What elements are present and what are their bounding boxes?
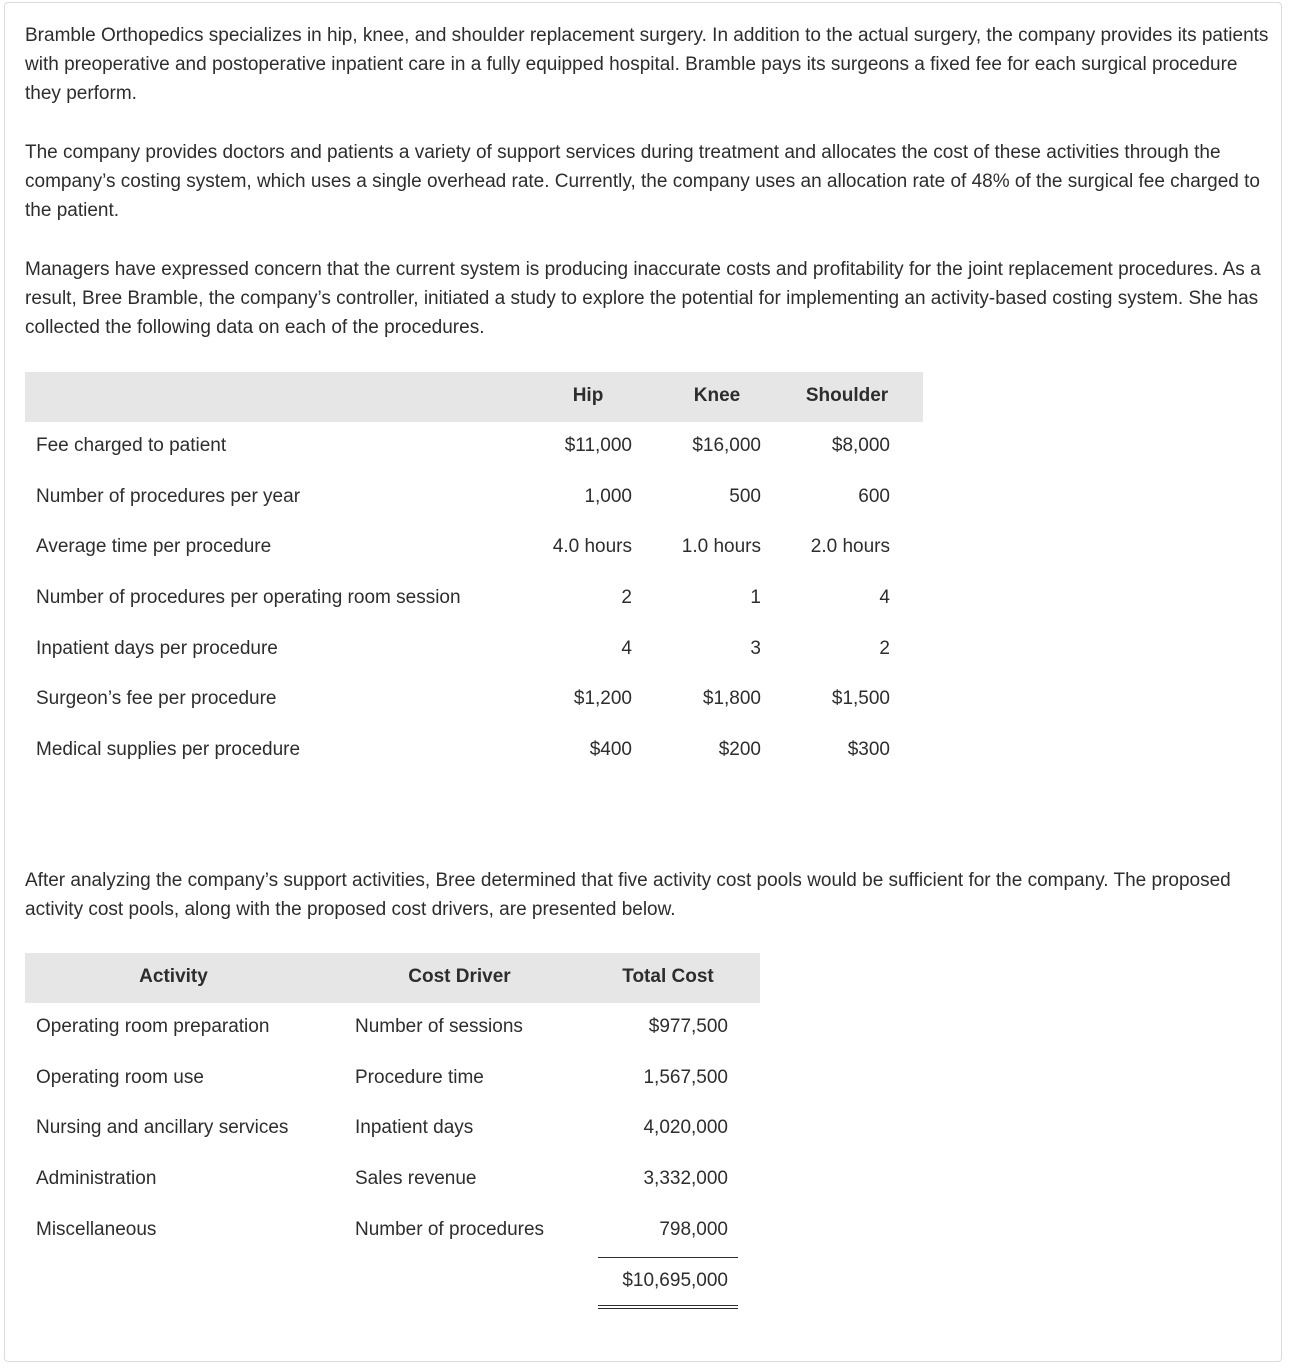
shoulder-value: $300 [847, 739, 890, 761]
hip-value: $11,000 [564, 435, 632, 456]
header-activity: Activity [139, 966, 208, 987]
row-label: Surgeon’s fee per procedure [36, 688, 277, 710]
grand-total: $10,695,000 [622, 1270, 728, 1291]
activity-name: Operating room preparation [36, 1016, 270, 1037]
row-label: Number of procedures per operating room session [36, 587, 461, 609]
cost-driver: Number of sessions [355, 1016, 523, 1037]
header-cost-driver: Cost Driver [408, 966, 511, 987]
shoulder-value: 600 [858, 485, 890, 507]
row-label: Medical supplies per procedure [36, 739, 301, 761]
shoulder-value: 4 [879, 587, 890, 609]
hip-value: 2 [621, 587, 632, 609]
cost-driver: Number of procedures [355, 1218, 545, 1240]
row-label: Number of procedures per year [36, 485, 301, 507]
table-row [25, 574, 923, 625]
table-row [25, 473, 923, 524]
table-row [25, 1054, 760, 1105]
header-hip: Hip [572, 385, 604, 406]
header-total-cost: Total Cost [622, 966, 714, 987]
knee-value: $1,800 [702, 688, 761, 710]
table-row [25, 625, 923, 676]
knee-value: $16,000 [692, 435, 761, 456]
total-cost: $977,500 [648, 1016, 728, 1037]
table-row [25, 726, 923, 777]
double-rule-top [598, 1305, 738, 1306]
table-row [25, 1003, 760, 1054]
cost-driver: Sales revenue [355, 1168, 477, 1190]
cost-driver: Procedure time [355, 1066, 484, 1088]
table-row [25, 1104, 760, 1155]
total-cost: 1,567,500 [643, 1066, 728, 1088]
hip-value: $1,200 [573, 688, 632, 710]
activity-name: Administration [36, 1168, 157, 1190]
total-cost: 4,020,000 [643, 1117, 728, 1139]
procedures-table-header [25, 372, 923, 422]
double-rule-bottom [598, 1308, 738, 1309]
activity-name: Nursing and ancillary services [36, 1117, 289, 1139]
header-shoulder: Shoulder [805, 385, 889, 406]
table-row [25, 422, 923, 473]
costing-system-paragraph: The company provides doctors and patients a variety of support services during treatment and allocates the cost of these activities through the company’s costing system, which uses a single overhead rate. Currently, the company uses an allocation rate of 48% of the surgical fee charged to the patient. [25, 142, 1260, 221]
hip-value: 1,000 [584, 485, 632, 507]
knee-value: $200 [718, 739, 761, 761]
knee-value: 1 [750, 587, 761, 609]
table-row [25, 1206, 760, 1257]
shoulder-value: $1,500 [831, 688, 890, 710]
table-row [25, 675, 923, 726]
header-knee: Knee [693, 385, 741, 406]
row-label: Average time per procedure [36, 536, 272, 558]
total-cost: 3,332,000 [643, 1168, 728, 1190]
knee-value: 1.0 hours [681, 536, 761, 558]
hip-value: 4 [621, 637, 632, 659]
table-row [25, 1155, 760, 1206]
cost-pools-paragraph: After analyzing the company’s support activities, Bree determined that five activity cost pools would be sufficient for the company. The proposed activity cost pools, along with the proposed cost drivers, are presented below. [25, 870, 1231, 920]
shoulder-value: 2.0 hours [810, 536, 890, 558]
row-label: Fee charged to patient [36, 435, 227, 456]
activity-table-header [25, 953, 760, 1003]
total-cost: 798,000 [659, 1218, 728, 1240]
activity-name: Miscellaneous [36, 1218, 157, 1240]
table-row [25, 523, 923, 574]
hip-value: $400 [589, 739, 632, 761]
shoulder-value: 2 [879, 637, 890, 659]
procedures-table [25, 372, 923, 777]
activity-name: Operating room use [36, 1066, 204, 1088]
shoulder-value: $8,000 [831, 435, 890, 456]
cost-driver: Inpatient days [355, 1117, 474, 1139]
knee-value: 3 [750, 637, 761, 659]
study-paragraph: Managers have expressed concern that the current system is producing inaccurate costs and profitability for the joint replacement procedures. As a result, Bree Bramble, the company’s controller, initiated a study to explore the potential for implementing an activity-based costing system. She has collected the following data on each of the procedures. [25, 259, 1261, 338]
hip-value: 4.0 hours [552, 536, 632, 558]
row-label: Inpatient days per procedure [36, 637, 278, 659]
intro-paragraph: Bramble Orthopedics specializes in hip, knee, and shoulder replacement surgery. In addition to the actual surgery, the company provides its patients with preoperative and postoperative inpatient care in a fully equipped hospital. Bramble pays its surgeons a fixed fee for each surgical procedure they perform. [25, 25, 1269, 104]
subtotal-rule [598, 1257, 738, 1258]
knee-value: 500 [729, 485, 761, 507]
activity-cost-table [25, 953, 760, 1291]
